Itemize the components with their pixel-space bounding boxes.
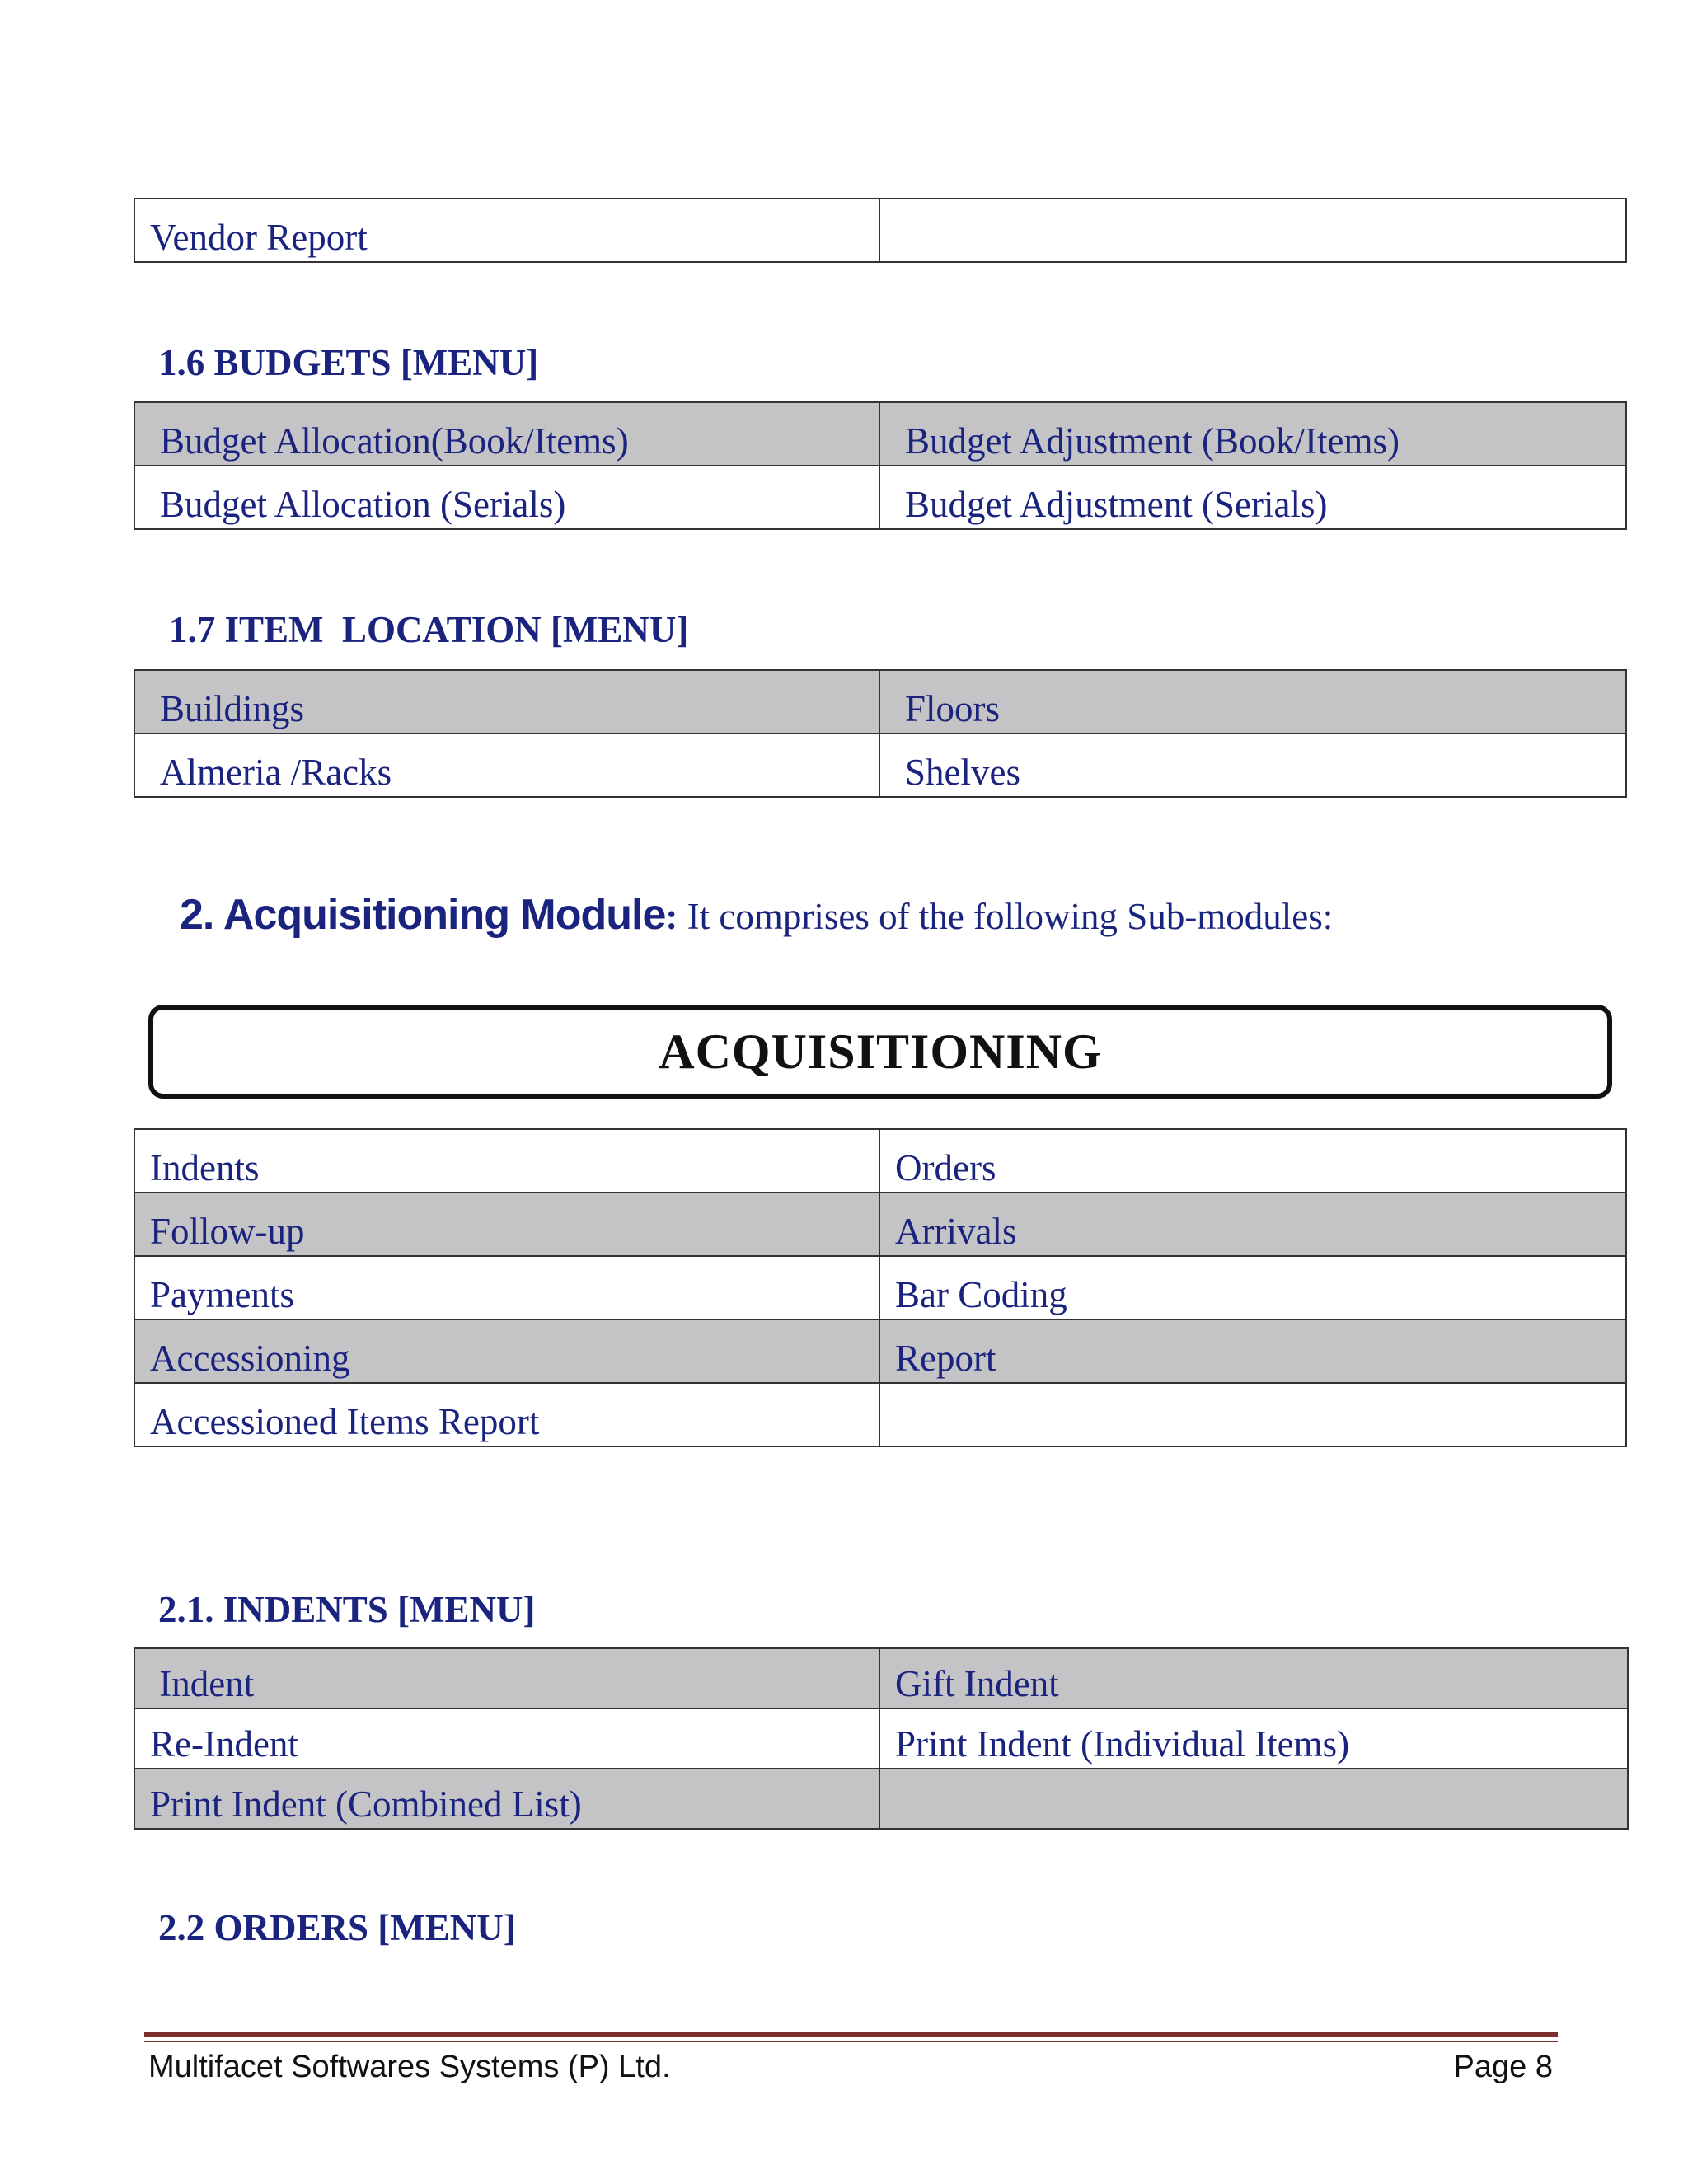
footer-divider [144,2032,1558,2037]
item-location-table [134,669,1627,798]
table-cell: Almeria /Racks [134,733,879,797]
budgets-table [134,401,1627,530]
table-cell: Floors [879,670,1626,733]
module-colon: : [665,896,678,937]
table-cell [879,199,1626,262]
module-intro [180,890,1333,940]
table-cell: Accessioned Items Report [134,1383,879,1446]
table-cell: Print Indent (Combined List) [134,1769,879,1829]
footer-page-number: Page 8 [1453,2050,1553,2084]
module-description: It comprises of the following Sub-modules: [678,896,1334,937]
indents-table [134,1647,1629,1830]
vendor-report-table [134,198,1627,263]
table-cell: Budget Allocation(Book/Items) [134,402,879,466]
acquisitioning-banner [148,1005,1612,1099]
acquisitioning-table [134,1128,1627,1447]
table-cell: Follow-up [134,1193,879,1256]
item-location-heading: 1.7 ITEM LOCATION [MENU] [169,609,689,650]
table-cell: Report [879,1319,1626,1383]
banner-title: ACQUISITIONING [659,1024,1102,1079]
table-cell: Budget Adjustment (Book/Items) [879,402,1626,466]
table-cell: Budget Allocation (Serials) [134,466,879,529]
table-cell: Gift Indent [879,1648,1628,1708]
table-cell: Vendor Report [134,199,879,262]
table-cell: Budget Adjustment (Serials) [879,466,1626,529]
module-title: 2. Acquisitioning Module [180,891,666,939]
footer-company: Multifacet Softwares Systems (P) Ltd. [148,2050,671,2084]
table-cell: Shelves [879,733,1626,797]
table-cell: Indents [134,1129,879,1193]
table-cell: Buildings [134,670,879,733]
table-cell: Orders [879,1129,1626,1193]
table-cell: Bar Coding [879,1256,1626,1319]
indents-heading: 2.1. INDENTS [MENU] [158,1589,536,1630]
table-cell: Print Indent (Individual Items) [879,1708,1628,1769]
table-cell [879,1769,1628,1829]
orders-heading: 2.2 ORDERS [MENU] [158,1907,516,1948]
footer-divider-thin [144,2041,1558,2042]
table-cell: Accessioning [134,1319,879,1383]
budgets-heading: 1.6 BUDGETS [MENU] [158,342,539,383]
table-cell: Arrivals [879,1193,1626,1256]
table-cell: Re-Indent [134,1708,879,1769]
table-cell: Payments [134,1256,879,1319]
table-cell: Indent [134,1648,879,1708]
table-cell [879,1383,1626,1446]
